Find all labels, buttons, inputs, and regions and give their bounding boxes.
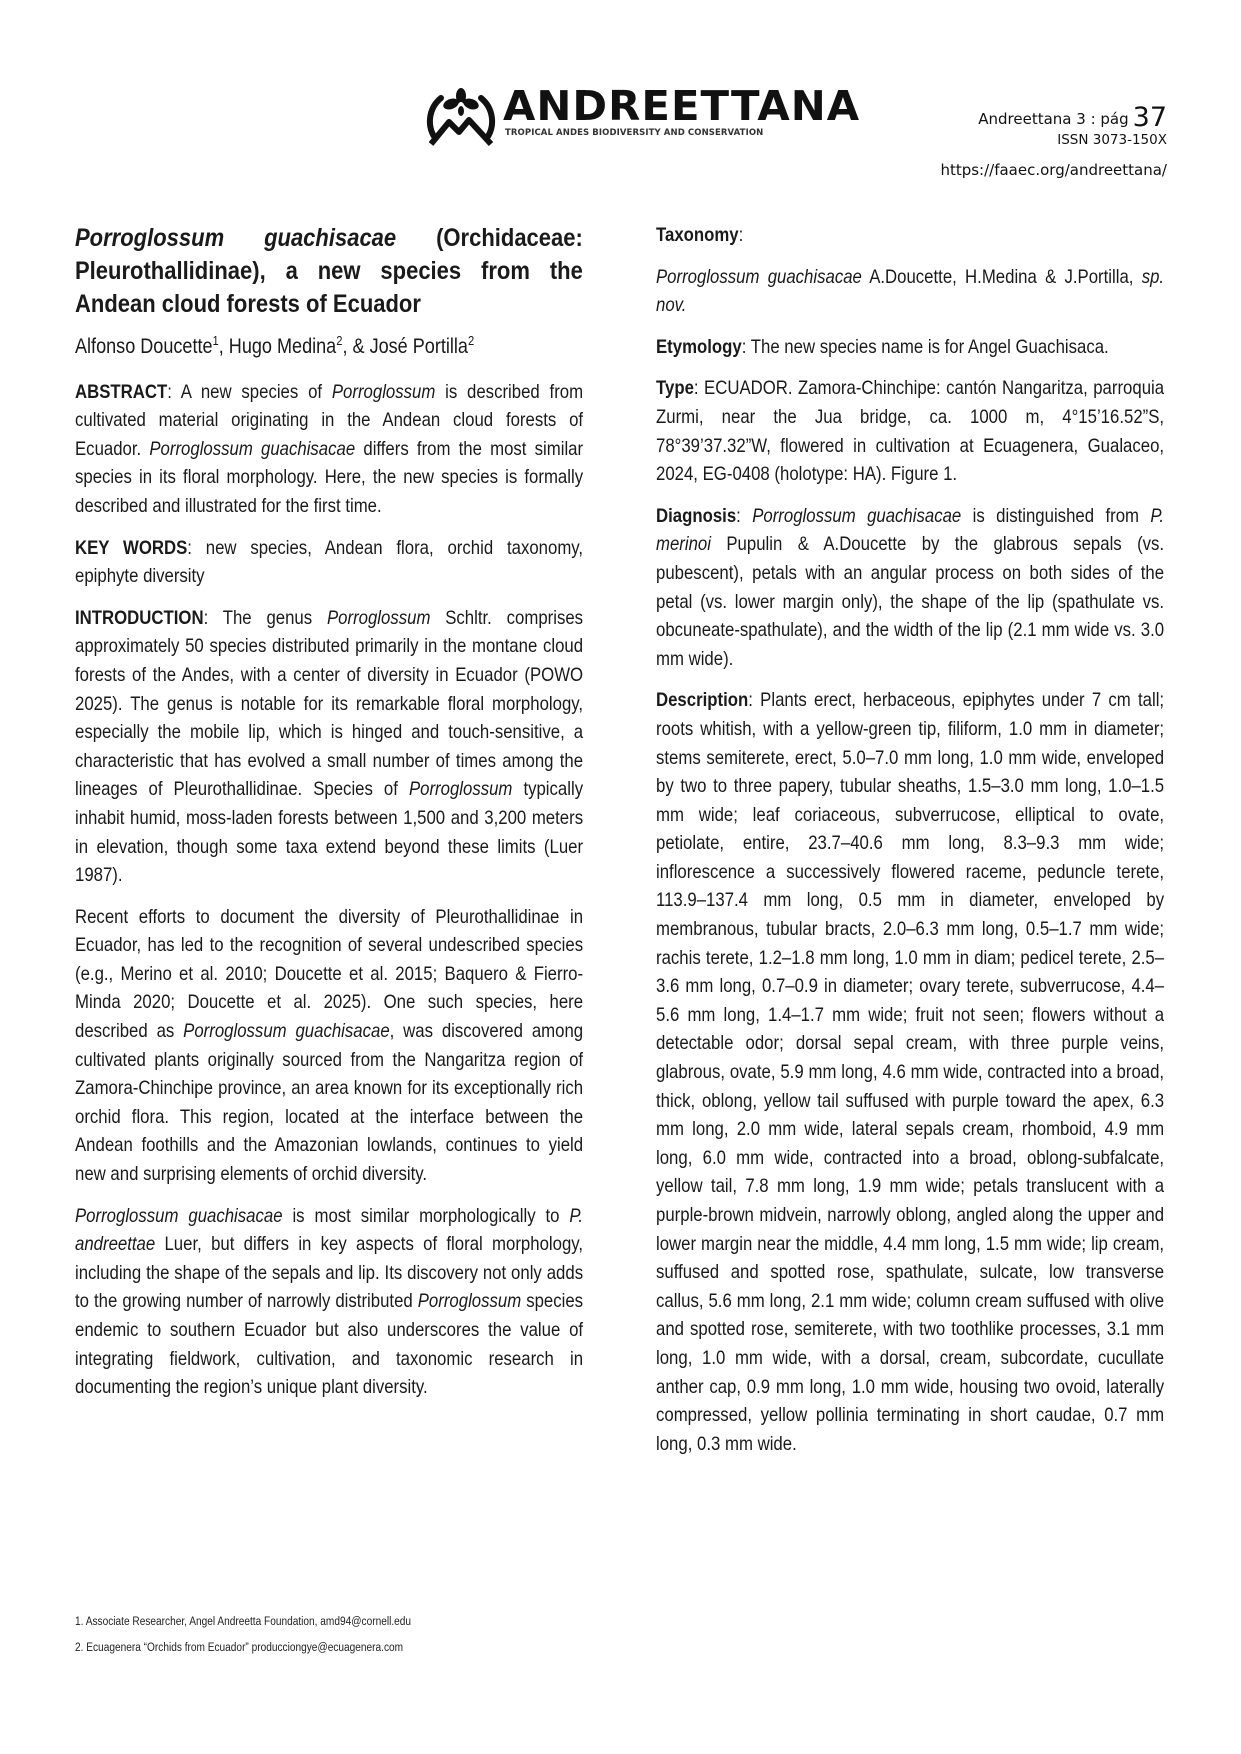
diagnosis-text: :	[736, 504, 753, 527]
description-text: : Plants erect, herbaceous, epiphytes under 7 cm tall; roots whitish, with a yellow-green tip, filiform, 1.0 mm in diameter; stems semiterete, erect, 5.0–7.0 mm long, 1.0 mm wide, enveloped by two to three papery, tubular sheaths, 1.5–3.0 mm long, 1.0–1.5 mm wide; leaf coriaceous, subverrucose, elliptical to ovate, petiolate, entire, 23.7–40.6 mm long, 8.3–9.3 mm wide; inflorescence a successively flowered raceme, peduncle terete, 113.9–137.4 mm long, 0.5 mm in diameter, enveloped by membranous, tubular bracts, 2.0–6.3 mm long, 0.5–1.7 mm wide; rachis terete, 1.2–1.8 mm long, 1.0 mm in diam; pedicel terete, 2.5–3.6 mm long, 0.7–0.9 in diameter; ovary terete, subverrucose, 4.4–5.6 mm long, 1.4–1.7 mm wide; fruit not seen; flowers without a detectable odor; dorsal sepal cream, with three purple veins, glabrous, ovate, 5.9 mm long, 4.6 mm wide, contracted into a broad, thick, oblong, yellow tail suffused with purple toward the apex, 6.3 mm long, 2.0 mm wide, lateral sepals cream, rhomboid, 4.9 mm long, 6.0 mm wide, contracted into a broad, oblong-subfalcate, yellow tail, 7.8 mm long, 1.9 mm wide; petals translucent with a purple-brown midvein, narrowly oblong, angled along the upper and lower margin near the middle, 4.4 mm long, 1.5 mm wide; lip cream, suffused and spotted rose, spathulate, sulcate, low transverse callus, 5.6 mm long, 2.1 mm wide; column cream suffused with olive and spotted rose, semiterete, with two toothlike processes, 3.1 mm long, 1.0 mm wide, with a dorsal, cream, subcordate, cucullate anther cap, 0.9 mm long, 1.0 mm wide, housing two ovoid, laterally compressed, yellow pollinia terminating in short caudae, 0.7 mm long, 0.3 mm wide.	[656, 689, 1165, 1455]
author-affiliation: 1	[212, 333, 219, 348]
intro-paragraph-3	[75, 1202, 583, 1402]
genus-name: Porroglossum	[408, 778, 513, 801]
diagnosis-text: is distinguished from	[961, 504, 1151, 527]
journal-subtitle: TROPICAL ANDES BIODIVERSITY AND CONSERVATION	[505, 128, 764, 138]
genus-name: Porroglossum	[331, 380, 436, 403]
introduction-label: INTRODUCTION	[75, 606, 204, 629]
page-number: 37	[1132, 102, 1167, 133]
journal-name: ANDREETTANA	[503, 82, 861, 130]
title-species-name: Porroglossum guachisacae	[75, 224, 397, 252]
description-label: Description	[656, 689, 749, 712]
page-header	[0, 0, 1241, 190]
author-separator: , &	[342, 335, 370, 358]
keywords-text: : new species, Andean flora, orchid taxonomy, epiphyte diversity	[75, 536, 584, 588]
paragraph-text: is most similar morphologically to	[282, 1204, 570, 1227]
abstract	[75, 378, 583, 521]
etymology-label: Etymology	[656, 335, 742, 358]
sp-nov: sp. nov.	[656, 265, 1165, 317]
diagnosis-label: Diagnosis	[656, 504, 737, 527]
article-title	[75, 222, 583, 321]
species-name: Porroglossum guachisacae	[75, 1204, 283, 1227]
left-column	[75, 222, 583, 1415]
genus-name: Porroglossum	[417, 1290, 522, 1313]
type-text: : ECUADOR. Zamora-Chinchipe: cantón Nangaritza, parroquia Zurmi, near the Jua bridge, ca. 1000 m, 4°15’16.52”S, 78°39’37.32”W, flowered in cultivation at Ecuagenera, Gualaceo, 2024, EG-0408 (holotype: HA). Figure 1.	[656, 377, 1165, 486]
author: Hugo Medina	[228, 335, 337, 358]
diagnosis-text: Pupulin & A.Doucette by the glabrous sepals (vs. pubescent), petals with an angular process on both sides of the petal (vs. lower margin only), the shape of the lip (spathulate vs. obcuneate-spathulate), and the width of the lip (2.1 mm wide vs. 3.0 mm wide).	[656, 533, 1165, 670]
paragraph-text: Recent efforts to document the diversity of Pleurothallidinae in Ecuador, has led to the recognition of several undescribed species (e.g., Merino et al. 2010; Doucette et al. 2015; Baquero & Fierro-Minda 2020; Doucette et al. 2025). One such species, here described as	[75, 905, 584, 1043]
title-rest: (Orchidaceae: Pleurothallidinae), a new species from the Andean cloud forests of Ecuador	[75, 224, 583, 318]
page-info	[940, 102, 1167, 179]
abstract-text: : A new species of	[167, 380, 332, 403]
taxonomy-entry	[656, 263, 1164, 320]
paragraph-text: Luer, but differs in key aspects of floral morphology, including the shape of the sepals and lip. Its discovery not only adds to the growing number of narrowly distributed	[75, 1233, 584, 1313]
taxonomy-label: Taxonomy	[656, 224, 739, 246]
description	[656, 686, 1164, 1458]
keywords-label: KEY WORDS	[75, 536, 188, 559]
author-list	[75, 333, 583, 362]
introduction	[75, 604, 583, 890]
intro-text: typically inhabit humid, moss-laden forests between 1,500 and 3,200 meters in elevation, though some taxa extend beyond these limits (Luer 1987).	[75, 778, 584, 887]
species-name: Porroglossum guachisacae	[656, 265, 862, 288]
footnote-2: 2. Ecuagenera “Orchids from Ecuador” producciongye@ecuagenera.com	[75, 1642, 404, 1654]
intro-paragraph-2	[75, 903, 583, 1189]
species-name: Porroglossum guachisacae	[183, 1020, 390, 1043]
intro-text: Schltr. comprises approximately 50 species distributed primarily in the montane cloud forests of the Andes, with a center of diversity in Ecuador (POWO 2025). The genus is notable for its remarkable floral morphology, especially the mobile lip, which is hinged and touch-sensitive, a characteristic that has evolved a small number of times among the lineages of Pleurothallidinae. Species of	[75, 606, 584, 801]
journal-url[interactable]: https://faaec.org/andreettana/	[940, 161, 1167, 179]
author: José Portilla	[369, 335, 468, 358]
abstract-label: ABSTRACT	[75, 380, 168, 403]
right-column	[656, 221, 1164, 1471]
species-name: P. merinoi	[656, 504, 1165, 556]
intro-text: : The genus	[203, 606, 327, 629]
genus-name: Porroglossum	[326, 606, 431, 629]
author-separator: ,	[218, 335, 229, 358]
taxonomy-colon: :	[738, 224, 744, 246]
author-affiliation: 2	[467, 333, 475, 348]
footnote-1: 1. Associate Researcher, Angel Andreetta Foundation, amd94@cornell.edu	[75, 1616, 412, 1628]
keywords	[75, 534, 583, 591]
author-affiliation: 2	[336, 333, 343, 348]
species-name: Porroglossum guachisacae	[149, 437, 356, 460]
paragraph-text: , was discovered among cultivated plants originally sourced from the Nangaritza region of Zamora-Chinchipe province, an area known for its exceptionally rich orchid flora. This region, located at the interface between the Andean foothills and the Amazonian lowlands, continues to yield new and surprising elements of orchid diversity.	[75, 1020, 584, 1186]
issn: ISSN 3073-150X	[1057, 132, 1167, 148]
type-specimen	[656, 374, 1164, 488]
issue-label: Andreettana 3 : pág	[978, 110, 1129, 128]
orchid-mountain-logo-icon	[425, 86, 497, 148]
abstract-text: differs from the most similar species in its floral morphology. Here, the new species is formally described and illustrated for the first time.	[75, 437, 584, 517]
type-label: Type	[656, 377, 694, 400]
journal-logo	[425, 82, 861, 148]
footnotes	[75, 1616, 411, 1668]
author: Alfonso Doucette	[75, 335, 213, 358]
etymology-text: : The new species name is for Angel Guachisaca.	[741, 335, 1109, 358]
abstract-text: is described from cultivated material originating in the Andean cloud forests of Ecuador.	[75, 380, 584, 460]
taxonomy-authors: A.Doucette, H.Medina & J.Portilla,	[861, 265, 1142, 288]
diagnosis	[656, 502, 1164, 674]
etymology	[656, 333, 1164, 362]
species-name: Porroglossum guachisacae	[752, 504, 962, 527]
taxonomy-heading	[656, 221, 1164, 250]
species-name: P. andreettae	[75, 1204, 584, 1256]
paragraph-text: species endemic to southern Ecuador but also underscores the value of integrating fieldwork, cultivation, and taxonomic research in documenting the region’s unique plant diversity.	[75, 1290, 584, 1399]
